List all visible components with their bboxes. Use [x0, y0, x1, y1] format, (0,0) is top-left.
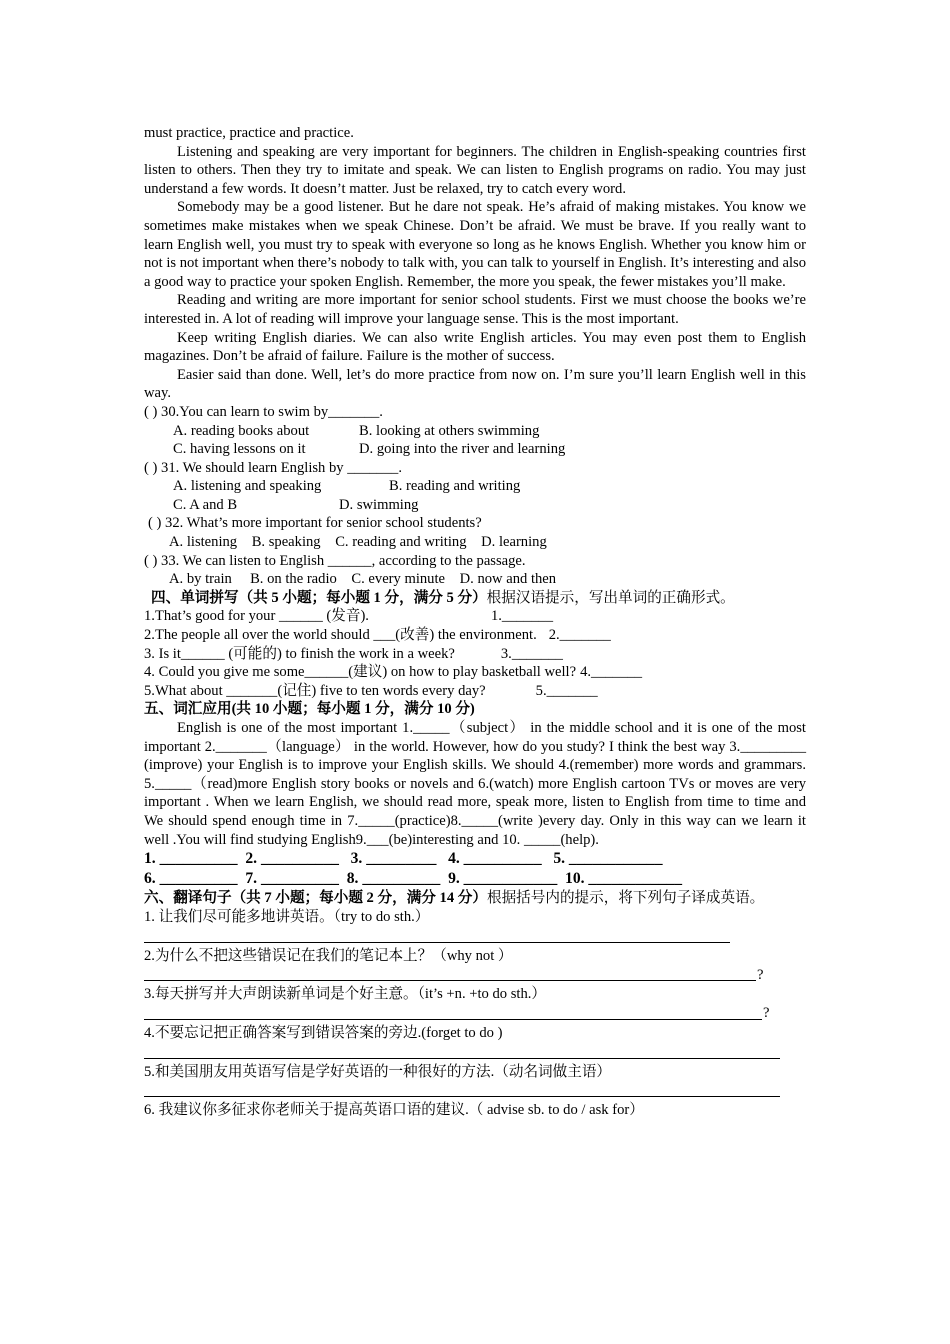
spelling-question: 1.That’s good for your ______ (发音).	[144, 608, 369, 625]
passage-paragraph: Reading and writing are more important for senior school students. First we must choose the books we’re interested in. A lot of reading will improve your language sense. This is the most important.	[144, 292, 806, 327]
section-4-instruction: 根据汉语提示，写出单词的正确形式。	[486, 589, 735, 606]
spelling-answer-blank[interactable]: 5._______	[535, 682, 598, 699]
option-a: A. reading books about	[173, 422, 310, 439]
option-b: B. looking at others swimming	[359, 422, 540, 439]
translation-answer-line-5[interactable]	[144, 1081, 806, 1100]
section-6-instruction: 根据括号内的提示，将下列句子译成英语。	[486, 890, 765, 907]
spelling-item-3	[144, 645, 806, 664]
spelling-item-5	[144, 682, 806, 701]
option-d: D. going into the river and learning	[359, 441, 566, 458]
option-d: D. swimming	[339, 496, 419, 513]
spelling-answer-blank[interactable]: 4._______	[580, 664, 643, 681]
spelling-answer-blank[interactable]: 1._______	[490, 608, 553, 625]
spelling-question: 2.The people all over the world should ___(改善) the environment.	[144, 627, 537, 644]
spelling-question: 4. Could you give me some______(建议) on how to play basketball well?	[144, 664, 577, 681]
answer-row-2[interactable]: 6. __________ 7. __________ 8. __________ 9. ____________ 10. ____________	[144, 870, 682, 888]
option-b: B. reading and writing	[389, 478, 521, 495]
question-30-options-cd	[144, 440, 806, 459]
question-33-options: A. by train B. on the radio C. every minute D. now and then	[169, 571, 557, 588]
section-4-title: 四、单词拼写（共 5 小题；每小题 1 分，满分 5 分）	[151, 589, 487, 606]
question-31-options-cd	[144, 496, 806, 515]
question-31-stem: ( ) 31. We should learn English by _______.	[144, 459, 402, 476]
spelling-item-1	[144, 607, 806, 626]
translation-answer-line-2[interactable]	[144, 965, 806, 984]
question-30-options-ab	[144, 422, 806, 441]
spelling-answer-blank[interactable]: 3._______	[500, 645, 563, 662]
section-4-heading	[144, 589, 806, 608]
translation-answer-line-4[interactable]	[144, 1043, 806, 1062]
passage-paragraph: Easier said than done. Well, let’s do more practice from now on. I’m sure you’ll learn English well in this way.	[144, 366, 806, 402]
question-32-options: A. listening B. speaking C. reading and writing D. learning	[169, 534, 547, 551]
question-33-stem: ( ) 33. We can listen to English ______, according to the passage.	[144, 552, 526, 569]
question-32-stem: ( ) 32. What’s more important for senior school students?	[148, 515, 482, 532]
translation-answer-line-3[interactable]	[144, 1004, 806, 1023]
translation-question-1: 1. 让我们尽可能多地讲英语。（try to do sth.）	[144, 909, 430, 926]
option-c: C. having lessons on it	[173, 441, 306, 458]
spelling-question: 5.What about _______(记住) five to ten words every day?	[144, 682, 486, 699]
spelling-question: 3. Is it______ (可能的) to finish the work in a week?	[144, 645, 455, 662]
answer-row-1[interactable]: 1. __________ 2. __________ 3. _________ 4. __________ 5. ____________	[144, 850, 663, 868]
translation-question-4: 4.不要忘记把正确答案写到错误答案的旁边.(forget to do )	[144, 1024, 503, 1041]
passage-paragraph: Keep writing English diaries. We can also write English articles. You may even post them to English magazines. Don’t be afraid of failure. Failure is the mother of success.	[144, 329, 806, 365]
translation-question-6: 6. 我建议你多征求你老师关于提高英语口语的建议.（ advise sb. to do / ask for）	[144, 1102, 644, 1119]
spelling-item-2	[144, 626, 806, 645]
question-31-options-ab	[144, 477, 806, 496]
section-5-heading: 五、词汇应用(共 10 小题；每小题 1 分，满分 10 分)	[144, 701, 475, 718]
option-a: A. listening and speaking	[173, 478, 322, 495]
passage-paragraph: Listening and speaking are very important for beginners. The children in English-speaking countries first listen to others. Then they try to imitate and speak. We can listen to English programs on radio. You may just understand a few words. It doesn’t matter. Just be relaxed, try to catch every word.	[144, 143, 806, 197]
translation-answer-line-1[interactable]	[144, 927, 806, 946]
question-30-stem: ( ) 30.You can learn to swim by_______.	[144, 403, 383, 420]
translation-question-3: 3.每天拼写并大声朗读新单词是个好主意。（it’s +n. +to do sth.）	[144, 986, 546, 1003]
spelling-item-4	[144, 663, 806, 682]
passage-paragraph: must practice, practice and practice.	[144, 125, 354, 141]
option-c: C. A and B	[173, 496, 238, 513]
section-6-heading	[144, 889, 806, 907]
vocabulary-passage: English is one of the most important 1._____（subject） in the middle school and it is one of the most important 2._______（language） in the world. However, how do you study? I think the best way 3._________ (improve) your English is to improve your English skills. We should 4.(remember) more words and grammars. 5._____（read)more English story books or novels and 6.(watch) more English cartoon TVs or moves are very important . When we learn English, we should read more, speak more, listen to English from time to time and We should spend enough time in 7._____(practice)8._____(write )every day. Only in this way can we learn it well .You will find studying English9.___(be)interesting and 10. _____(help).	[144, 720, 806, 848]
passage-paragraph: Somebody may be a good listener. But he dare not speak. He’s afraid of making mistakes. You know we sometimes make mistakes when we speak Chinese. Don’t be afraid. We must be brave. If you really want to learn English well, you must try to speak with everyone so long as he knows English. Whether you know him or not is not important when there’s nobody to talk with, you can talk to yourself in English. It’s interesting and also a good way to practice your spoken English. Remember, the more you speak, the fewer mistakes you’ll make.	[144, 199, 806, 290]
translation-question-5: 5.和美国朋友用英语写信是学好英语的一种很好的方法.（动名词做主语）	[144, 1063, 612, 1080]
worksheet-content	[144, 124, 806, 1120]
section-6-title: 六、翻译句子（共 7 小题；每小题 2 分，满分 14 分）	[144, 890, 487, 907]
translation-question-2: 2.为什么不把这些错误记在我们的笔记本上？（why not ）	[144, 947, 513, 964]
question-mark: ?	[763, 1005, 770, 1022]
spelling-answer-blank[interactable]: 2._______	[548, 627, 611, 644]
question-mark: ?	[757, 966, 764, 983]
